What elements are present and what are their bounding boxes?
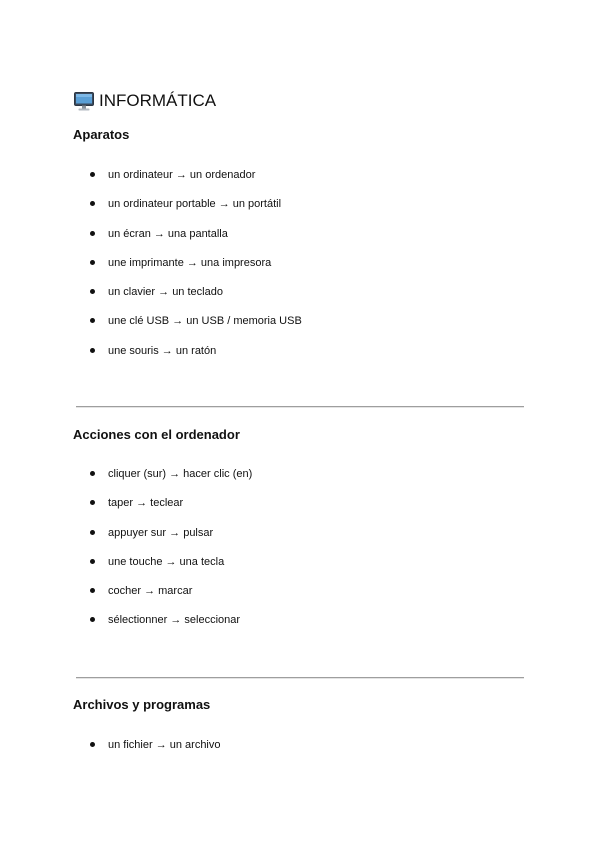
list-item (90, 738, 221, 767)
page-title (74, 90, 216, 112)
bullet-icon (90, 231, 95, 236)
list-item (90, 168, 302, 197)
list-item-text: un ordinateur portable → un portátil (108, 198, 282, 211)
section-heading-aparatos: Aparatos (73, 127, 130, 142)
list-item (90, 526, 252, 555)
list-item (90, 227, 302, 256)
list-item-text: taper → teclear (108, 497, 184, 510)
list-item (90, 496, 252, 525)
list-item-text: un fichier → un archivo (108, 739, 221, 751)
desktop-computer-icon (74, 92, 94, 111)
bullet-icon (90, 742, 95, 747)
list-item-text: sélectionner → seleccionar (108, 614, 241, 627)
bullet-icon (90, 260, 95, 265)
list-item-text: une souris → un ratón (108, 344, 217, 357)
list-item (90, 285, 302, 314)
bullet-icon (90, 201, 95, 206)
bullet-icon (90, 471, 95, 476)
list-item-text: appuyer sur → pulsar (108, 526, 214, 539)
list-item (90, 555, 252, 584)
list-item (90, 197, 302, 226)
list-item (90, 613, 252, 642)
list-item-text: cocher → marcar (108, 585, 193, 598)
list-item-text: cliquer (sur) → hacer clic (en) (108, 468, 253, 480)
bullet-icon (90, 588, 95, 593)
section-divider (76, 406, 524, 408)
list-item-text: une clé USB → un USB / memoria USB (108, 315, 302, 328)
vocab-list-archivos (90, 738, 221, 767)
bullet-icon (90, 289, 95, 294)
list-item (90, 584, 252, 613)
vocab-list-aparatos (90, 168, 302, 373)
section-heading-archivos: Archivos y programas (73, 697, 211, 712)
list-item-text: une imprimante → una impresora (108, 256, 272, 269)
bullet-icon (90, 500, 95, 505)
vocab-list-acciones (90, 467, 252, 643)
list-item-text: un ordinateur → un ordenador (108, 169, 256, 181)
bullet-icon (90, 318, 95, 323)
bullet-icon (90, 172, 95, 177)
bullet-icon (90, 559, 95, 564)
bullet-icon (90, 530, 95, 535)
list-item-text: un écran → una pantalla (108, 227, 228, 240)
list-item (90, 344, 302, 373)
section-heading-acciones: Acciones con el ordenador (73, 427, 240, 442)
bullet-icon (90, 617, 95, 622)
list-item (90, 467, 252, 496)
list-item-text: un clavier → un teclado (108, 286, 223, 299)
section-divider (76, 677, 524, 679)
list-item (90, 256, 302, 285)
list-item-text: une touche → una tecla (108, 555, 225, 568)
bullet-icon (90, 348, 95, 353)
list-item (90, 314, 302, 343)
page-title-text: INFORMÁTICA (99, 91, 217, 110)
